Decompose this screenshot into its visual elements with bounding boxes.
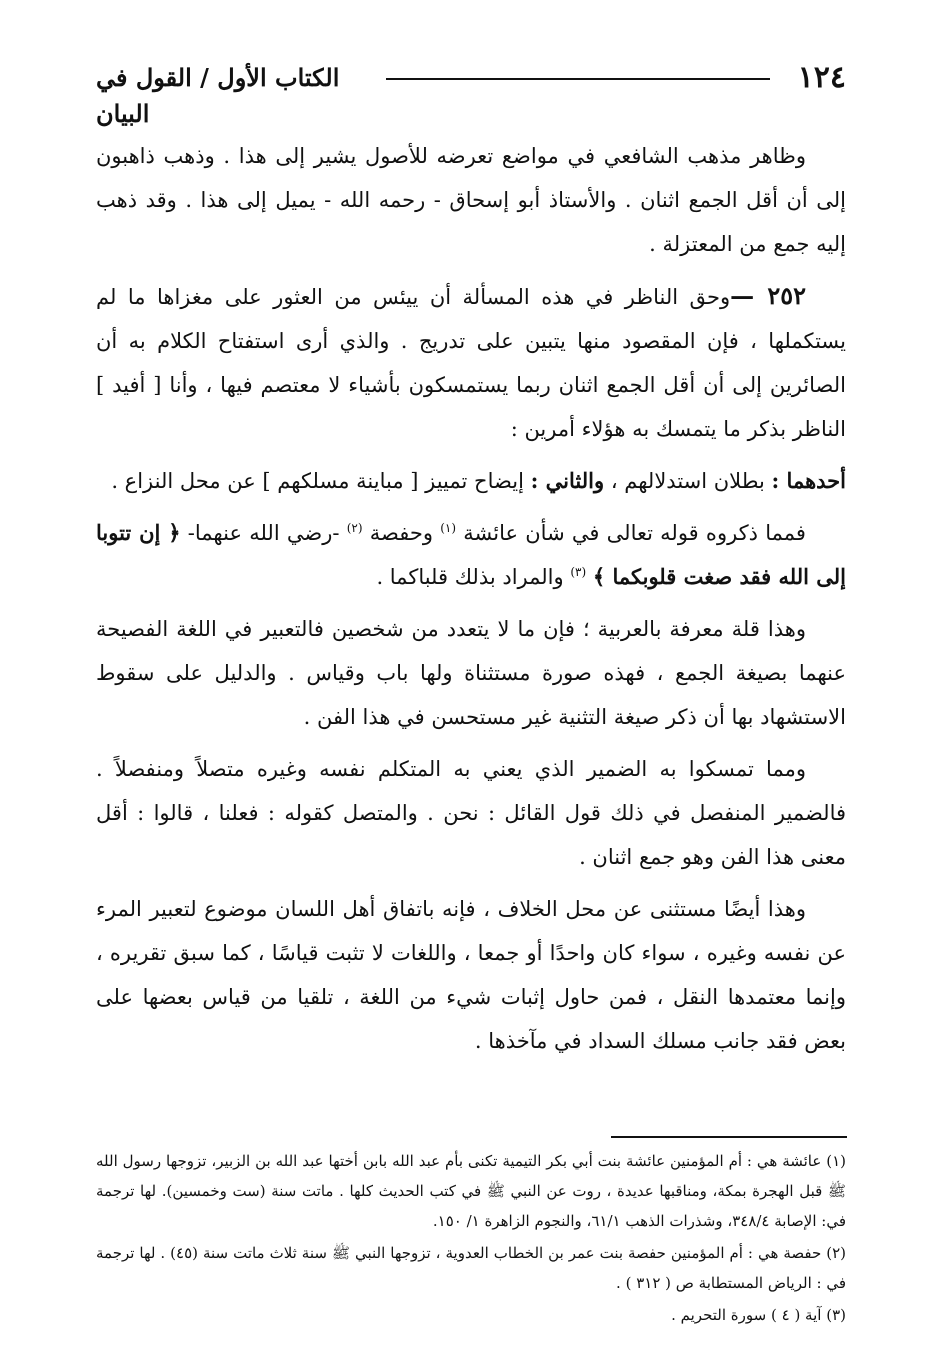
quran-verse: ﴿ إن تتوبا إلى الله فقد صغت قلوبكما ﴾ — [96, 520, 846, 589]
footnote-ref-3[interactable]: (٣) — [570, 565, 587, 579]
footnote-3: (٣) آية ( ٤ ) سورة التحريم . — [671, 1306, 846, 1324]
footnotes — [96, 1146, 846, 1332]
paragraph-7: وهذا أيضًا مستثنى عن محل الخلاف ، فإنه باتفاق أهل اللسان موضوع لتعبير المرء عن نفسه وغيره ، سواء كان واحدًا أو جمعا ، واللغات لا تثبت قياسًا ، كما سبق تقريره ، وإنما معتمدها النقل ، فمن حاول إثبات شيء من اللغة ، تلقيا من قياس بعضها على بعض فقد جانب مسلك السداد في مآخذها . — [96, 897, 847, 1053]
paragraph-4 — [96, 511, 846, 599]
page-header — [96, 60, 846, 128]
first-point-label: أحدهما : — [771, 468, 846, 493]
second-point-label: والثاني : — [530, 468, 605, 493]
second-point-text: إيضاح تمييز [ مباينة مسلكهم ] عن محل النزاع . — [111, 469, 524, 493]
main-text — [96, 134, 846, 1071]
first-point-text: بطلان استدلالهم ، — [610, 469, 765, 493]
paragraph-1: وظاهر مذهب الشافعي في مواضع تعرضه للأصول يشير إلى هذا . وذهب ذاهبون إلى أن أقل الجمع اثنان . والأستاذ أبو إسحاق - رحمه الله - يميل إلى هذا . وقد ذهب إليه جمع من المعتزلة . — [96, 144, 846, 256]
footnote-divider — [611, 1136, 847, 1138]
paragraph-4-part-a: فمما ذكروه قوله تعالى في شأن عائشة — [463, 521, 806, 545]
footnote-ref-2[interactable]: (٢) — [346, 521, 363, 535]
paragraph-4-part-d: والمراد بذلك قلباكما . — [376, 565, 564, 589]
header-divider — [386, 78, 770, 80]
section-number: ٢٥٢ — — [730, 281, 806, 310]
paragraph-5: وهذا قلة معرفة بالعربية ؛ فإن ما لا يتعدد من شخصين فالتعبير في اللغة الفصيحة عنهما بصيغة الجمع ، فهذه صورة مستثناة ولها باب وقياس . والدليل على سقوط الاستشهاد بها أن ذكر صيغة التثنية غير مستحسن في هذا الفن . — [96, 617, 846, 729]
paragraph-6: ومما تمسكوا به الضمير الذي يعني به المتكلم نفسه وغيره متصلاً ومنفصلاً . فالضمير المنفصل في ذلك قول القائل : نحن . والمتصل كقوله : فعلنا ، قالوا : أقل معنى هذا الفن وهو جمع اثنان . — [96, 757, 846, 869]
footnote-1: (١) عائشة هي : أم المؤمنين عائشة بنت أبي بكر التيمية تكنى بأم عبد الله بابن أختها عبد الله بن الزبير، تزوجها رسول الله ﷺ قبل الهجرة بمكة، ومناقبها عديدة ، روت عن النبي ﷺ في كتب الحديث كلها . ماتت سنة (ست وخمسين). لها ترجمة في: الإصابة ٣٤٨/٤، وشذرات الذهب ٦١/١، والنجوم الزاهرة ١/ ١٥٠. — [96, 1152, 846, 1230]
paragraph-3 — [96, 459, 846, 503]
paragraph-2 — [96, 274, 846, 451]
paragraph-2-text: وحق الناظر في هذه المسألة أن ييئس من العثور على مغزاها ما لم يستكملها ، فإن المقصود منها يتبين على تدريج . والذي أرى استفتاح الكلام به أن الصائرين إلى أن أقل الجمع اثنان ربما يستمسكون بأشياء لا معتصم فيها ، وأنا [ أفيد ] الناظر بذكر ما يتمسك به هؤلاء أمرين : — [96, 285, 846, 441]
running-title: الكتاب الأول / القول في البيان — [96, 63, 340, 128]
footnote-2: (٢) حفصة هي : أم المؤمنين حفصة بنت عمر بن الخطاب العدوية ، تزوجها النبي ﷺ سنة ثلاث ماتت سنة (٤٥) . لها ترجمة في : الرياض المستطابة ص ( ٣١٢ ) . — [96, 1244, 846, 1292]
page-number: ١٢٤ — [797, 60, 846, 95]
paragraph-4-part-c: -رضي الله عنهما- — [187, 521, 340, 545]
paragraph-4-part-b: وحفصة — [369, 521, 433, 545]
footnote-ref-1[interactable]: (١) — [440, 521, 457, 535]
